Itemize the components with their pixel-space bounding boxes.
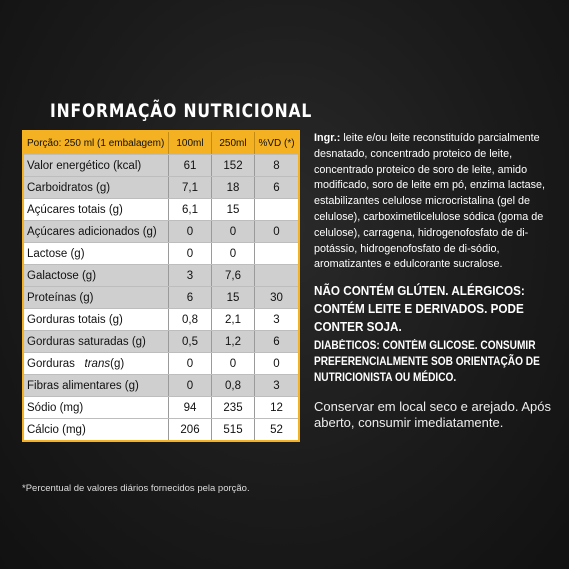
value-250ml: 1,2 — [211, 331, 254, 352]
nutrient-name: Valor energético (kcal) — [27, 159, 142, 172]
portion-label: Porção: 250 ml (1 embalagem) — [27, 137, 165, 149]
value-250ml: 2,1 — [211, 309, 254, 330]
value-250ml: 15 — [211, 199, 254, 220]
value-100ml: 94 — [168, 397, 211, 418]
value-250ml: 15 — [211, 287, 254, 308]
table-header-row — [24, 132, 298, 154]
nutrient-name: Gorduras saturadas (g) — [27, 335, 146, 348]
value-vd — [254, 265, 298, 286]
value-100ml: 0 — [168, 375, 211, 396]
table-row — [24, 330, 298, 352]
nutrient-name: Lactose (g) — [27, 247, 85, 260]
value-250ml: 18 — [211, 177, 254, 198]
nutrient-name-trans: trans — [84, 357, 111, 370]
value-100ml: 61 — [168, 155, 211, 176]
table-row — [24, 242, 298, 264]
value-vd: 3 — [254, 375, 298, 396]
nutrient-name: Carboidratos (g) — [27, 181, 111, 194]
value-vd — [254, 199, 298, 220]
table-row — [24, 198, 298, 220]
value-100ml: 0,8 — [168, 309, 211, 330]
value-250ml: 0 — [211, 353, 254, 374]
nutrient-name: Cálcio (mg) — [27, 423, 86, 436]
value-100ml: 3 — [168, 265, 211, 286]
value-100ml: 0,5 — [168, 331, 211, 352]
value-250ml: 0 — [211, 243, 254, 264]
nutrient-name: Gorduras totais (g) — [27, 313, 123, 326]
value-100ml: 6 — [168, 287, 211, 308]
nutrient-name: Fibras alimentares (g) — [27, 379, 139, 392]
col-250ml-header: 250ml — [211, 132, 254, 154]
nutrient-name-part: Gorduras — [27, 357, 75, 370]
table-row — [24, 176, 298, 198]
nutrition-table — [22, 130, 300, 442]
value-vd: 3 — [254, 309, 298, 330]
footnote: *Percentual de valores diários fornecidos pela porção. — [22, 483, 250, 494]
ingredients-text — [314, 131, 552, 273]
table-row — [24, 220, 298, 242]
ingredients-lead: Ingr.: — [314, 132, 341, 144]
value-vd: 0 — [254, 221, 298, 242]
ingredients-body: leite e/ou leite reconstituído parcialmente desnatado, concentrado proteico de leite, concentrado proteico de soro de leite, amido modificado, soro de leite em pó, enzima lactase, estabilizantes celulose microcristalina (gel de celulose), carboximetilcelulose sódica (goma de celulose), carragena, hidrogenofosfato de di-potássio, hidrogenofosfato de di-sódio, aromatizantes e edulcorante sucralose. — [314, 132, 546, 271]
table-row — [24, 154, 298, 176]
value-vd: 6 — [254, 177, 298, 198]
value-250ml: 152 — [211, 155, 254, 176]
value-100ml: 7,1 — [168, 177, 211, 198]
table-row — [24, 286, 298, 308]
table-row — [24, 308, 298, 330]
value-100ml: 0 — [168, 243, 211, 264]
nutrient-name: Açúcares totais (g) — [27, 203, 123, 216]
nutrient-name: Açúcares adicionados (g) — [27, 225, 157, 238]
value-vd — [254, 243, 298, 264]
value-250ml: 0,8 — [211, 375, 254, 396]
value-100ml: 6,1 — [168, 199, 211, 220]
value-100ml: 206 — [168, 419, 211, 440]
value-250ml: 7,6 — [211, 265, 254, 286]
table-row — [24, 418, 298, 440]
col-vd-header: %VD (*) — [254, 132, 298, 154]
value-vd: 8 — [254, 155, 298, 176]
diabetic-warning: DIABÉTICOS: CONTÉM GLICOSE. CONSUMIR PREFERENCIALMENTE SOB ORIENTAÇÃO DE NUTRICIONISTA OU MÉDICO. — [314, 340, 540, 384]
nutrient-name: Galactose (g) — [27, 269, 97, 282]
value-vd: 30 — [254, 287, 298, 308]
table-row — [24, 264, 298, 286]
nutrient-name-part: (g) — [110, 357, 125, 370]
col-100ml-header: 100ml — [168, 132, 211, 154]
nutrient-name: Sódio (mg) — [27, 401, 84, 414]
nutrition-title: INFORMAÇÃO NUTRICIONAL — [50, 100, 313, 122]
value-vd: 52 — [254, 419, 298, 440]
allergen-warning: NÃO CONTÉM GLÚTEN. ALÉRGICOS: CONTÉM LEITE E DERIVADOS. PODE CONTER SOJA. — [314, 283, 525, 334]
value-vd: 12 — [254, 397, 298, 418]
nutrient-name: Proteínas (g) — [27, 291, 94, 304]
table-row — [24, 374, 298, 396]
table-row — [24, 396, 298, 418]
value-100ml: 0 — [168, 221, 211, 242]
value-vd: 6 — [254, 331, 298, 352]
value-100ml: 0 — [168, 353, 211, 374]
storage-instructions: Conservar em local seco e arejado. Após aberto, consumir imediatamente. — [314, 399, 552, 430]
table-row — [24, 352, 298, 374]
value-250ml: 235 — [211, 397, 254, 418]
value-250ml: 0 — [211, 221, 254, 242]
nutrient-name — [24, 353, 168, 374]
value-250ml: 515 — [211, 419, 254, 440]
value-vd: 0 — [254, 353, 298, 374]
